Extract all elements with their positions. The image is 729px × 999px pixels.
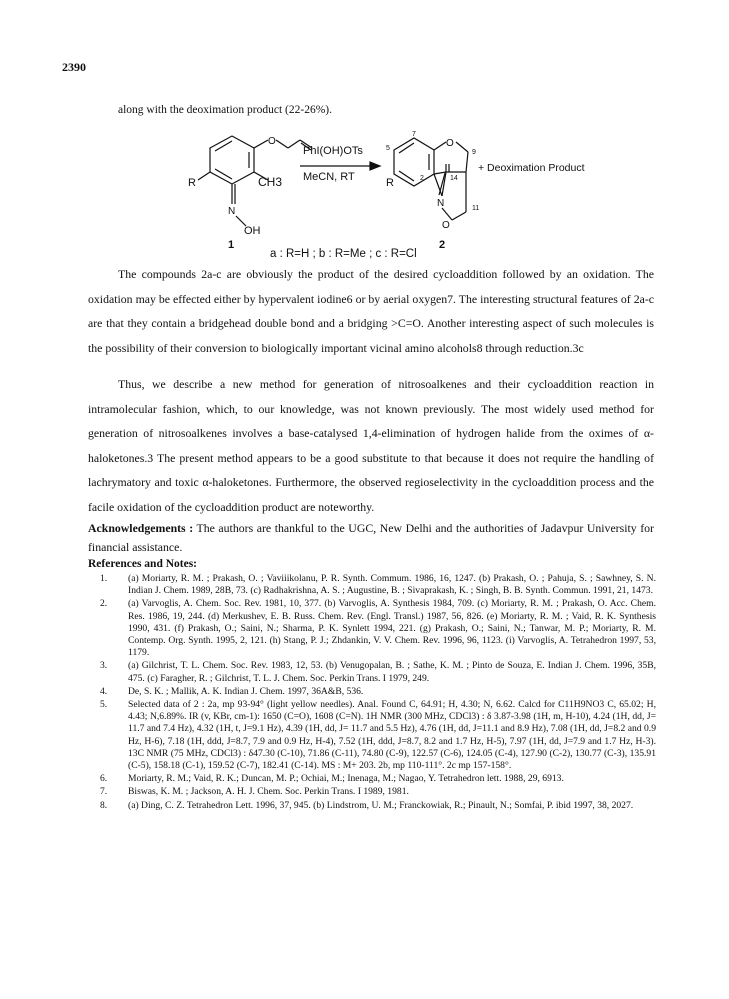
reference-text: Biswas, K. M. ; Jackson, A. H. J. Chem. Soc. Perkin Trans. I 1989, 1981. bbox=[128, 786, 409, 798]
reference-number: 8. bbox=[100, 799, 108, 811]
compound-number-2: 2 bbox=[439, 239, 446, 248]
r-substituent-2: R bbox=[386, 177, 394, 189]
reagent-top: PhI(OH)OTs bbox=[303, 145, 363, 157]
acknowledgements-heading: Acknowledgements : bbox=[88, 521, 194, 535]
oxygen-label-2: O bbox=[446, 138, 454, 149]
reference-item bbox=[100, 773, 656, 785]
reference-text: Moriarty, R. M.; Vaid, R. K.; Duncan, M. P.; Ochiai, M.; Inenaga, M.; Nagao, Y. Tetrahedron lett. 1988, 29, 6913. bbox=[128, 773, 564, 785]
r-substituent-1: R bbox=[188, 177, 196, 189]
position-2: 2 bbox=[420, 175, 424, 182]
compound-number-1: 1 bbox=[228, 239, 235, 248]
reference-item bbox=[100, 686, 656, 698]
reference-number: 2. bbox=[100, 598, 108, 610]
reference-text: (a) Varvoglis, A. Chem. Soc. Rev. 1981, 10, 377. (b) Varvoglis, A. Synthesis 1984, 709. (c) Moriarty, R. M. ; Prakash, O. Acc. Chem. Res. 1986, 19, 244. (d) Merkushev, E. B. Russ. Chem. Rev. (Engl. Transl.) 1987, 56, 826. (e) Moriarty, R. M. ; Vaid, R. K. Synthesis 1990, 431. (f) Prakash, O.; Saini, N.; Sharma, P. K. Synlett 1994, 221. (g) Prakash, O.; Saini, N.; Tanwar, M. P.; Moriarty, R. M. Contemp. Org. Synth. 1995, 2, 121. (h) Stang, P. J.; Zhdankin, V. V. Chem. Rev. 1996, 96, 1123. (i) Varvoglis, A. Tetrahedron 1997, 53, 1179. bbox=[128, 598, 656, 659]
n-label-1: N bbox=[228, 206, 236, 217]
reference-item bbox=[100, 573, 656, 597]
reference-number: 7. bbox=[100, 786, 108, 798]
reference-text: (a) Ding, C. Z. Tetrahedron Lett. 1996, 37, 945. (b) Lindstrom, U. M.; Franckowiak, R.; Pinault, N.; Somfai, P. ibid 1997, 38, 2027. bbox=[128, 799, 634, 811]
reference-item bbox=[100, 598, 656, 659]
reference-number: 6. bbox=[100, 773, 108, 785]
substituent-legend: a : R=H ; b : R=Me ; c : R=Cl bbox=[270, 248, 417, 260]
n-label-2: N bbox=[437, 198, 445, 209]
position-7: 7 bbox=[412, 131, 416, 138]
deoximation-product-label: + Deoximation Product bbox=[478, 162, 585, 174]
paragraph-method: Thus, we describe a new method for generation of nitrosoalkenes and their cycloaddition reaction in intramolecular fashion, which, to our knowledge, was not known previously. The most widely used method for generation of nitrosoalkenes involves a base-catalysed 1,4-elimination of hydrogen halide from the oximes of α-haloketones.3 The present method appears to be a good substitute to that because it does not require the handling of lachrymatory and toxic α-haloketones. Furthermore, the observed regioselectivity in the cycloaddition process and the facile oxidation of the cycloaddition product are noteworthy. bbox=[88, 377, 654, 514]
references-list bbox=[100, 573, 656, 813]
reaction-scheme-drawing bbox=[180, 128, 600, 248]
position-9: 9 bbox=[472, 149, 476, 156]
reference-number: 5. bbox=[100, 699, 108, 711]
reference-number: 1. bbox=[100, 573, 108, 584]
page-number: 2390 bbox=[62, 60, 86, 74]
reaction-scheme bbox=[180, 128, 600, 248]
reference-item bbox=[100, 800, 656, 812]
paragraph-oxidation: The compounds 2a-c are obviously the product of the desired cycloaddition followed by an oxidation. The oxidation may be effected either by hypervalent iodine6 or by aerial oxygen7. The interesting structural features of 2a-c are that they contain a bridgehead double bond and a bridging >C=O. Another interesting aspect of such molecules is the possibility of their conversion to biologically important vicinal amino alcohols8 through reduction.3c bbox=[88, 267, 654, 355]
intro-line: along with the deoximation product (22-26%). bbox=[118, 104, 332, 116]
position-5: 5 bbox=[386, 145, 390, 152]
reference-text: (a) Gilchrist, T. L. Chem. Soc. Rev. 1983, 12, 53. (b) Venugopalan, B. ; Sathe, K. M. ; Pinto de Souza, E. Indian J. Chem. 1996, 35B, 475. (c) Faragher, R. ; Gilchrist, T. L. J. Chem. Soc. Perkin Trans. I 1979, 249. bbox=[128, 660, 656, 684]
reference-text: (a) Moriarty, R. M. ; Prakash, O. ; Vaviiikolanu, P. R. Synth. Commum. 1986, 16, 1247. (b) Prakash, O. ; Pahuja, S. ; Sawhney, S. N. Indian J. Chem. 1989, 28B, 73. (c) Radhakrishna, A. S. ; Augustine, B. ; Sivaprakash, K. ; Singh, B. B. Synth. Commun. 1991, 21, 1473. bbox=[128, 573, 656, 597]
acknowledgements-text: The authors are thankful to the UGC, New Delhi and the authorities of Jadavpur University for financial assistance. bbox=[88, 521, 654, 554]
benzene-ring-2 bbox=[394, 138, 434, 186]
oxygen-label-1: O bbox=[268, 136, 276, 147]
reference-text: De, S. K. ; Mallik, A. K. Indian J. Chem. 1997, 36A&B, 536. bbox=[128, 685, 364, 697]
position-11: 11 bbox=[472, 205, 480, 212]
position-14: 14 bbox=[450, 175, 458, 182]
reference-item bbox=[100, 699, 656, 772]
oxygen-label-3: O bbox=[442, 220, 450, 231]
reference-text: Selected data of 2 : 2a, mp 93-94° (light yellow needles). Anal. Found C, 64.91; H, 4.30; N, 6.62. Calcd for C11H9NO3 C, 65.02; H, 4.43; N,6.89%. IR (v, KBr, cm-1): 1650 (C=O), 1608 (C=N). 1H NMR (300 MHz, CDCl3) : δ 3.87-3.98 (1H, m, H-10), 4.24 (1H, dd, J= 11.7 and 7.4 Hz), 4.32 (1H, t, J=9.1 Hz), 4.39 (1H, dd, J= 11.7 and 5.5 Hz), 4.76 (1H, dd, J=11.1 and 8.9 Hz), 7.08 (1H, dd, J=8.2 and 0.9 Hz, H-6), 7.18 (1H, ddd, J=8.7, 7.9 and 0.9 Hz, H-4), 7.52 (1H, ddd, J=8.7, 8.2 and 1.7 Hz, H-5), 7.97 (1H, dd, J=7.9 and 1.7 Hz, H-3). 13C NMR (75 MHz, CDCl3) : δ47.30 (C-10), 71.86 (C-11), 74.80 (C-9), 122.57 (C-6), 124.05 (C-4), 127.90 (C-2), 130.77 (C-3), 135.91 (C-5), 158.18 (C-1), 159.52 (C-7), 182.41 (C-14). MS : M+ 203. 2b, mp 110-111°. 2c mp 157-158°. bbox=[128, 699, 656, 772]
references-heading: References and Notes: bbox=[88, 558, 198, 570]
reference-number: 4. bbox=[100, 685, 108, 697]
reference-item bbox=[100, 786, 656, 798]
benzene-ring-1 bbox=[210, 136, 254, 184]
reagent-bottom: MeCN, RT bbox=[303, 171, 355, 183]
ch3-label: CH3 bbox=[258, 175, 283, 189]
reference-number: 3. bbox=[100, 660, 108, 672]
reference-item bbox=[100, 660, 656, 684]
acknowledgements bbox=[88, 519, 654, 557]
oh-label: OH bbox=[244, 225, 261, 237]
